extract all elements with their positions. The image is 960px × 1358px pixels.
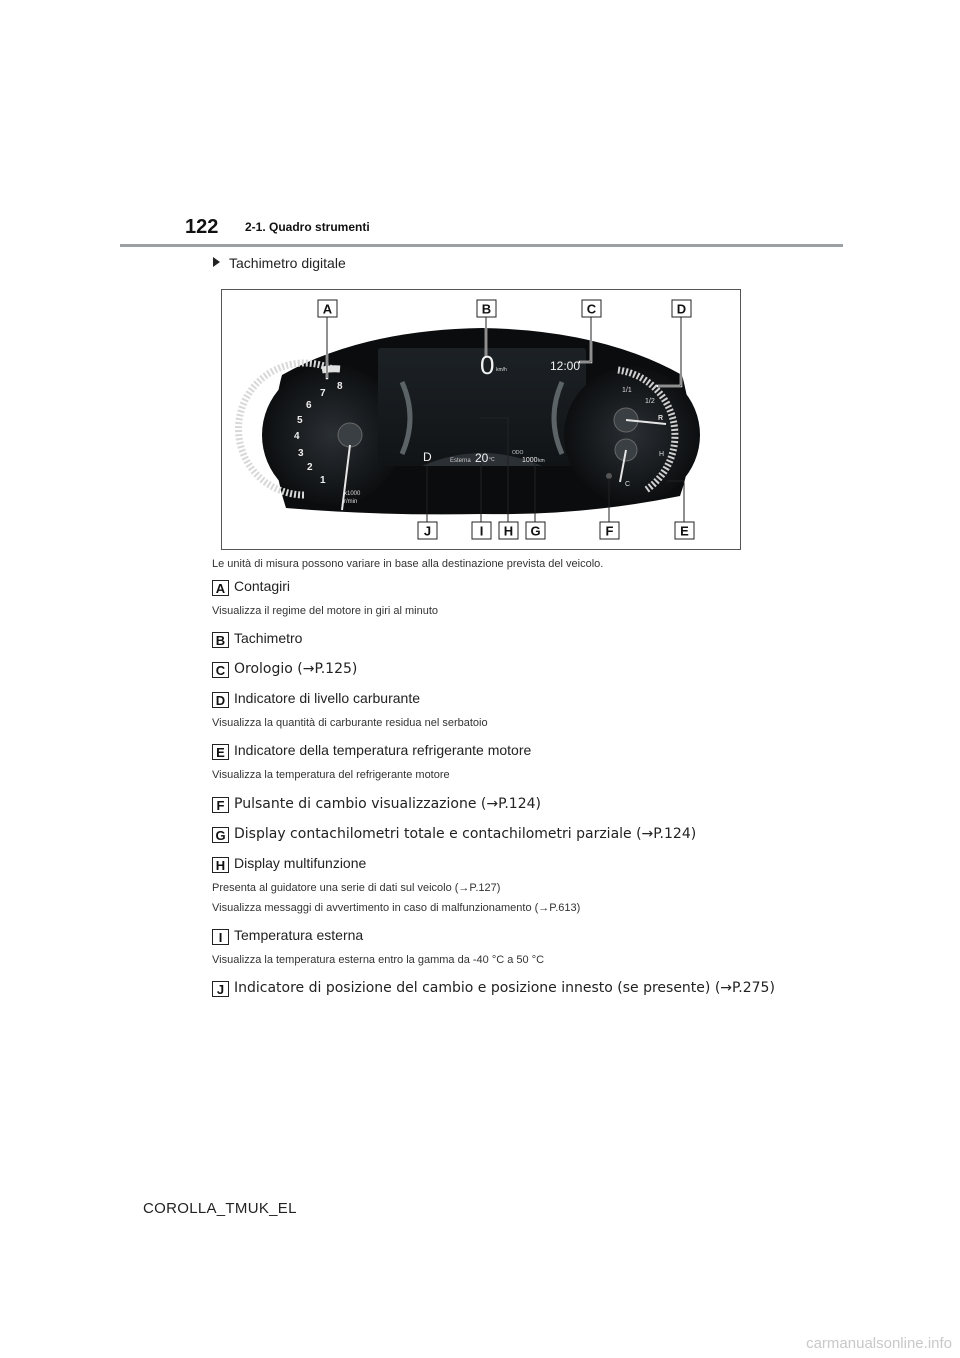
item-i [212, 927, 363, 945]
item-d-title: Indicatore di livello carburante [234, 690, 420, 706]
clock-display: 12:00 [550, 359, 581, 373]
callout-a: A [322, 301, 333, 317]
tachometer-redzone [322, 369, 340, 370]
item-g [212, 825, 696, 843]
cluster-illustration [222, 290, 740, 549]
instrument-cluster-figure [221, 289, 741, 550]
item-g-title: Display contachilometri totale e contachilometri parziale (→P.124) [234, 826, 697, 842]
badge-g: G [212, 827, 229, 843]
speed-value: 0 [480, 350, 495, 380]
tach-number-1: 1 [320, 475, 326, 486]
chapter-title: 2-1. Quadro strumenti [245, 220, 370, 234]
item-j-title: Indicatore di posizione del cambio e posizione innesto (se presente) (→P.275) [234, 980, 775, 996]
callout-c: C [586, 301, 597, 317]
fuel-temp-dial [564, 367, 700, 503]
watermark: carmanualsonline.info [806, 1335, 952, 1352]
header-rule [120, 244, 843, 247]
tach-number-8: 8 [337, 381, 343, 392]
temp-hot-label: H [659, 451, 665, 458]
callout-h: H [503, 523, 514, 539]
triangle-bullet-icon [213, 257, 220, 267]
odo-value: 1000 [522, 457, 538, 464]
item-a-desc: Visualizza il regime del motore in giri al minuto [212, 605, 439, 617]
badge-c: C [212, 662, 229, 678]
tach-number-5: 5 [297, 415, 303, 426]
tach-number-3: 3 [298, 448, 304, 459]
badge-f: F [212, 797, 229, 813]
odo-unit: km [538, 458, 545, 464]
item-f-title: Pulsante di cambio visualizzazione (→P.124) [234, 796, 541, 812]
item-h-desc-1: Presenta al guidatore una serie di dati sul veicolo (→P.127) [212, 882, 501, 894]
badge-d: D [212, 692, 229, 708]
item-j [212, 979, 775, 997]
item-c-title: Orologio (→P.125) [234, 661, 358, 677]
section-title [213, 255, 346, 271]
badge-j: J [212, 981, 229, 997]
figure-caption: Le unità di misura possono variare in base alla destinazione prevista del veicolo. [212, 558, 604, 570]
item-i-title: Temperatura esterna [234, 927, 364, 943]
tach-number-2: 2 [307, 462, 313, 473]
page-number: 122 [185, 216, 219, 238]
tach-number-7: 7 [320, 388, 326, 399]
callout-d: D [676, 301, 687, 317]
item-a-title: Contagiri [234, 578, 291, 594]
temp-cold-label: C [625, 481, 631, 488]
gear-indicator: D [423, 450, 432, 464]
item-e-desc: Visualizza la temperatura del refrigerante motore [212, 769, 450, 781]
tach-number-6: 6 [306, 400, 312, 411]
tach-unit-line1: x1000 [344, 491, 361, 497]
badge-b: B [212, 632, 229, 648]
item-d-desc: Visualizza la quantità di carburante residua nel serbatoio [212, 717, 488, 729]
item-d [212, 690, 420, 708]
tach-number-4: 4 [294, 431, 300, 442]
callout-g: G [530, 523, 541, 539]
tach-unit-line2: r/min [344, 499, 358, 505]
item-h-title: Display multifunzione [234, 855, 367, 871]
badge-h: H [212, 857, 229, 873]
callout-f: F [605, 523, 614, 539]
speed-unit: km/h [496, 367, 507, 373]
item-e [212, 742, 531, 760]
section-title-text: Tachimetro digitale [229, 255, 346, 271]
item-f [212, 795, 541, 813]
badge-a: A [212, 580, 229, 596]
item-c [212, 660, 357, 678]
tachometer-hub [338, 423, 362, 447]
badge-i: I [212, 929, 229, 945]
item-h-desc-2: Visualizza messaggi di avvertimento in caso di malfunzionamento (→P.613) [212, 902, 581, 914]
callout-i: I [479, 523, 484, 539]
footer-code: COROLLA_TMUK_EL [143, 1200, 297, 1217]
outside-label: Esterna [450, 458, 471, 464]
item-b-title: Tachimetro [234, 630, 303, 646]
fuel-reserve-label: R [658, 415, 664, 422]
badge-e: E [212, 744, 229, 760]
item-a [212, 578, 290, 596]
item-b [212, 630, 302, 648]
odo-label: ODO [512, 450, 524, 456]
fuel-full-label: 1/1 [622, 387, 632, 394]
callout-j: J [423, 523, 432, 539]
item-h [212, 855, 366, 873]
item-e-title: Indicatore della temperatura refrigerante motore [234, 742, 532, 758]
item-i-desc: Visualizza la temperatura esterna entro la gamma da -40 °C a 50 °C [212, 954, 545, 966]
outside-temp: 20 [475, 451, 489, 465]
fuel-half-label: 1/2 [645, 398, 655, 405]
callout-b: B [481, 301, 492, 317]
outside-temp-unit: °C [489, 457, 495, 463]
callout-e: E [680, 523, 689, 539]
